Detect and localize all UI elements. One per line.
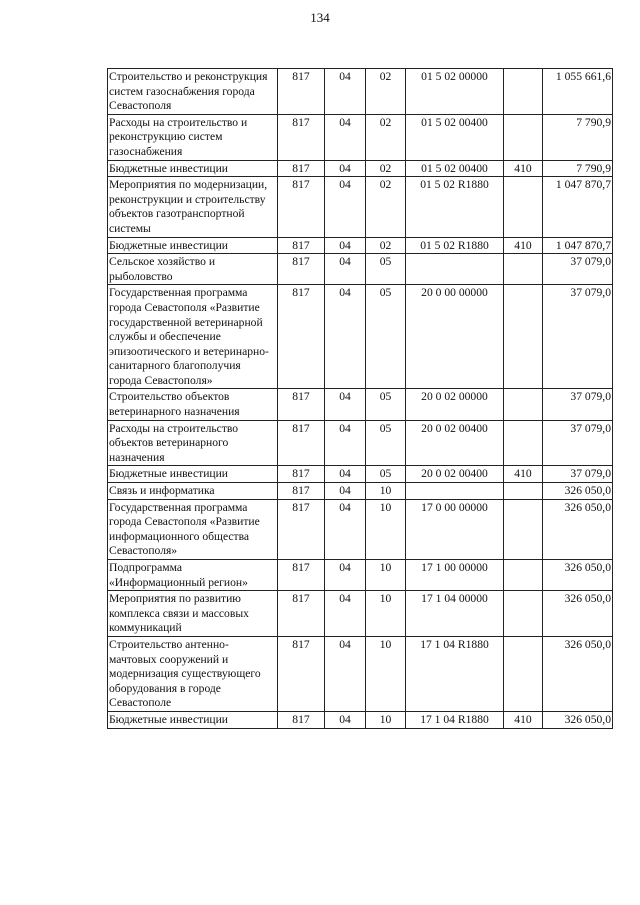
row-amount: 37 079,0	[543, 466, 613, 483]
row-amount: 326 050,0	[543, 499, 613, 559]
row-name: Бюджетные инвестиции	[108, 711, 278, 728]
row-name: Связь и информатика	[108, 483, 278, 500]
row-section-code: 04	[325, 466, 366, 483]
table-row	[108, 711, 613, 728]
row-target-article	[406, 254, 504, 285]
row-expense-type	[504, 114, 543, 160]
row-name: Мероприятия по развитию комплекса связи и массовых коммуникаций	[108, 591, 278, 637]
row-name: Государственная программа города Севастополя «Развитие информационного общества Севастополя»	[108, 499, 278, 559]
row-target-article: 17 1 04 R1880	[406, 711, 504, 728]
row-admin-code: 817	[278, 177, 325, 237]
row-expense-type	[504, 499, 543, 559]
row-expense-type	[504, 560, 543, 591]
row-name: Строительство антенно-мачтовых сооружений и модернизация существующего оборудования в городе Севастополе	[108, 636, 278, 711]
row-name: Бюджетные инвестиции	[108, 237, 278, 254]
row-amount: 7 790,9	[543, 160, 613, 177]
row-name: Строительство и реконструкция систем газоснабжения города Севастополя	[108, 69, 278, 115]
row-subsection-code: 05	[366, 285, 406, 389]
row-amount: 37 079,0	[543, 254, 613, 285]
row-admin-code: 817	[278, 483, 325, 500]
row-expense-type	[504, 591, 543, 637]
row-target-article: 20 0 00 00000	[406, 285, 504, 389]
row-subsection-code: 10	[366, 499, 406, 559]
row-admin-code: 817	[278, 560, 325, 591]
row-amount: 37 079,0	[543, 389, 613, 420]
page-number: 134	[310, 10, 330, 25]
table-row	[108, 114, 613, 160]
row-name: Сельское хозяйство и рыболовство	[108, 254, 278, 285]
row-subsection-code: 05	[366, 389, 406, 420]
row-section-code: 04	[325, 499, 366, 559]
row-section-code: 04	[325, 420, 366, 466]
row-target-article: 17 0 00 00000	[406, 499, 504, 559]
row-section-code: 04	[325, 711, 366, 728]
row-subsection-code: 02	[366, 160, 406, 177]
row-amount: 326 050,0	[543, 636, 613, 711]
table-row	[108, 560, 613, 591]
table-row	[108, 483, 613, 500]
row-section-code: 04	[325, 389, 366, 420]
row-target-article: 20 0 02 00000	[406, 389, 504, 420]
row-name: Мероприятия по модернизации, реконструкции и строительству объектов газотранспортной системы	[108, 177, 278, 237]
row-target-article	[406, 483, 504, 500]
table-row	[108, 160, 613, 177]
row-section-code: 04	[325, 160, 366, 177]
row-expense-type: 410	[504, 711, 543, 728]
row-expense-type	[504, 177, 543, 237]
row-amount: 326 050,0	[543, 560, 613, 591]
row-section-code: 04	[325, 285, 366, 389]
row-subsection-code: 10	[366, 560, 406, 591]
row-amount: 1 047 870,7	[543, 177, 613, 237]
row-target-article: 20 0 02 00400	[406, 466, 504, 483]
row-section-code: 04	[325, 636, 366, 711]
row-section-code: 04	[325, 69, 366, 115]
row-name: Бюджетные инвестиции	[108, 160, 278, 177]
row-target-article: 20 0 02 00400	[406, 420, 504, 466]
row-admin-code: 817	[278, 466, 325, 483]
row-subsection-code: 02	[366, 114, 406, 160]
row-amount: 326 050,0	[543, 711, 613, 728]
table-row	[108, 420, 613, 466]
row-subsection-code: 05	[366, 254, 406, 285]
row-target-article: 01 5 02 R1880	[406, 237, 504, 254]
table-row	[108, 636, 613, 711]
table-row	[108, 254, 613, 285]
row-admin-code: 817	[278, 499, 325, 559]
row-amount: 7 790,9	[543, 114, 613, 160]
row-admin-code: 817	[278, 237, 325, 254]
table-row	[108, 237, 613, 254]
row-admin-code: 817	[278, 160, 325, 177]
row-name: Бюджетные инвестиции	[108, 466, 278, 483]
row-expense-type: 410	[504, 160, 543, 177]
row-section-code: 04	[325, 254, 366, 285]
row-name: Подпрограмма «Информационный регион»	[108, 560, 278, 591]
row-subsection-code: 10	[366, 711, 406, 728]
row-section-code: 04	[325, 483, 366, 500]
row-subsection-code: 02	[366, 69, 406, 115]
row-amount: 37 079,0	[543, 420, 613, 466]
row-target-article: 01 5 02 R1880	[406, 177, 504, 237]
row-subsection-code: 05	[366, 466, 406, 483]
row-section-code: 04	[325, 177, 366, 237]
row-admin-code: 817	[278, 591, 325, 637]
row-subsection-code: 10	[366, 591, 406, 637]
row-target-article: 17 1 00 00000	[406, 560, 504, 591]
row-admin-code: 817	[278, 285, 325, 389]
row-admin-code: 817	[278, 69, 325, 115]
row-admin-code: 817	[278, 114, 325, 160]
row-section-code: 04	[325, 560, 366, 591]
row-admin-code: 817	[278, 254, 325, 285]
row-expense-type	[504, 389, 543, 420]
row-expense-type	[504, 420, 543, 466]
row-subsection-code: 10	[366, 636, 406, 711]
row-subsection-code: 02	[366, 177, 406, 237]
row-expense-type	[504, 636, 543, 711]
row-section-code: 04	[325, 591, 366, 637]
row-target-article: 01 5 02 00000	[406, 69, 504, 115]
table-row	[108, 591, 613, 637]
row-target-article: 01 5 02 00400	[406, 114, 504, 160]
row-expense-type	[504, 254, 543, 285]
row-expense-type: 410	[504, 466, 543, 483]
table-row	[108, 285, 613, 389]
row-name: Государственная программа города Севастополя «Развитие государственной ветеринарной службы и обеспечение эпизоотического и ветеринарно-санитарного благополучия города Севастополя»	[108, 285, 278, 389]
table-row	[108, 69, 613, 115]
row-amount: 1 047 870,7	[543, 237, 613, 254]
row-target-article: 01 5 02 00400	[406, 160, 504, 177]
row-expense-type	[504, 69, 543, 115]
row-subsection-code: 02	[366, 237, 406, 254]
row-amount: 37 079,0	[543, 285, 613, 389]
row-name: Строительство объектов ветеринарного назначения	[108, 389, 278, 420]
row-amount: 1 055 661,6	[543, 69, 613, 115]
row-admin-code: 817	[278, 711, 325, 728]
row-section-code: 04	[325, 114, 366, 160]
table-row	[108, 466, 613, 483]
row-name: Расходы на строительство объектов ветеринарного назначения	[108, 420, 278, 466]
row-admin-code: 817	[278, 636, 325, 711]
row-admin-code: 817	[278, 389, 325, 420]
row-admin-code: 817	[278, 420, 325, 466]
row-target-article: 17 1 04 00000	[406, 591, 504, 637]
budget-table	[107, 68, 613, 729]
row-target-article: 17 1 04 R1880	[406, 636, 504, 711]
table-row	[108, 389, 613, 420]
row-name: Расходы на строительство и реконструкцию систем газоснабжения	[108, 114, 278, 160]
row-amount: 326 050,0	[543, 483, 613, 500]
row-section-code: 04	[325, 237, 366, 254]
row-subsection-code: 10	[366, 483, 406, 500]
row-subsection-code: 05	[366, 420, 406, 466]
table-row	[108, 499, 613, 559]
row-amount: 326 050,0	[543, 591, 613, 637]
row-expense-type	[504, 285, 543, 389]
row-expense-type	[504, 483, 543, 500]
row-expense-type: 410	[504, 237, 543, 254]
table-row	[108, 177, 613, 237]
table-body	[108, 69, 613, 729]
